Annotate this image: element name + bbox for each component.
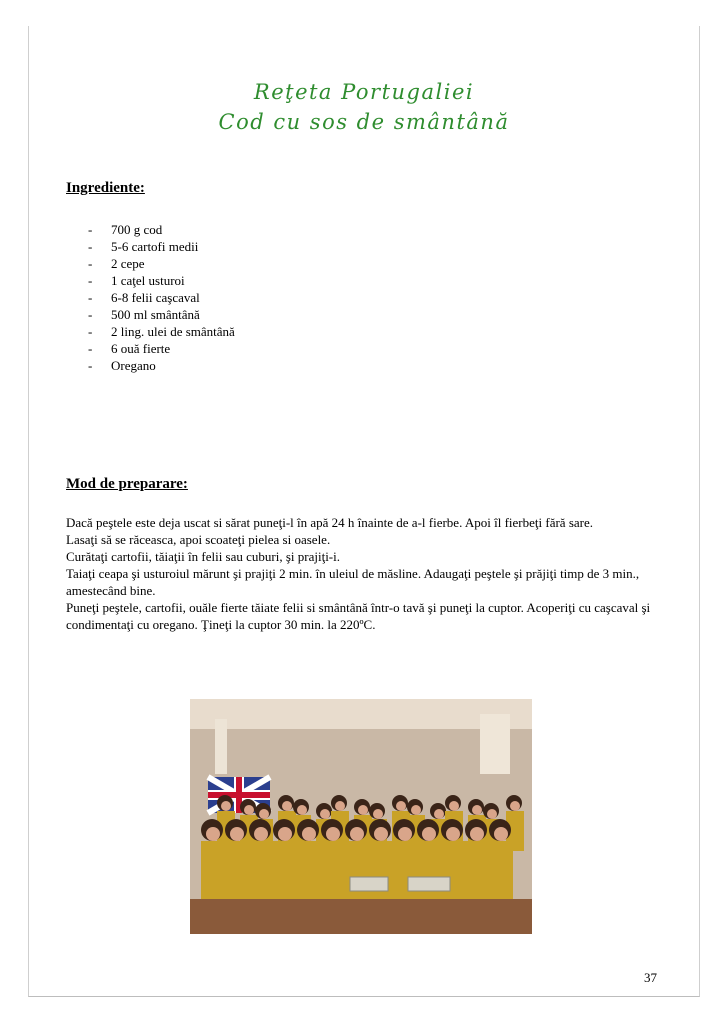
bullet-dash: - [88, 307, 93, 322]
ingredient-text: Oregano [111, 358, 156, 373]
bullet-dash: - [88, 256, 93, 271]
student-shirt [465, 841, 489, 903]
photo-window [480, 714, 510, 774]
student-face [449, 801, 459, 811]
student-face [374, 827, 388, 841]
list-item [88, 289, 235, 306]
recipe-country-title: Reţeta Portugaliei [253, 80, 475, 104]
student-face [282, 801, 292, 811]
student-face [206, 827, 220, 841]
photo-table [190, 899, 532, 934]
bullet-dash: - [88, 290, 93, 305]
student-face [396, 801, 406, 811]
ingredient-text: 1 caţel usturoi [111, 273, 185, 288]
student-shirt [489, 841, 513, 903]
bullet-dash: - [88, 222, 93, 237]
preparation-line: Dacă peştele este deja uscat si sărat puneţi-l în apă 24 h înainte de a-l fierbe. Apoi îl fierbeţi fără sare. [66, 515, 593, 530]
student-face [221, 801, 231, 811]
student-face [335, 801, 345, 811]
preparation-text [66, 514, 666, 633]
class-group-photo-icon [190, 699, 532, 934]
list-item [88, 272, 235, 289]
list-item [88, 323, 235, 340]
student-face [434, 809, 444, 819]
student-face [411, 805, 421, 815]
student-face [326, 827, 340, 841]
preparation-line: Taiaţi ceapa şi usturoiul mărunt şi prajiţi 2 min. în uleiul de măsline. Adaugaţi peştele şi prăjiţi timp de 3 min., amestecând bine. [66, 566, 640, 598]
student-shirt [225, 841, 249, 903]
photo-window [215, 719, 227, 774]
cod-tray [350, 877, 388, 891]
bullet-dash: - [88, 341, 93, 356]
ingredient-text: 6 ouă fierte [111, 341, 171, 356]
ingredient-text: 2 ling. ulei de smântână [111, 324, 235, 339]
list-item [88, 221, 235, 238]
bullet-dash: - [88, 324, 93, 339]
cod-tray [408, 877, 450, 891]
student-shirt [297, 841, 321, 903]
ingredient-text: 500 ml smântână [111, 307, 200, 322]
list-item [88, 306, 235, 323]
page-number: 37 [644, 970, 657, 985]
student-face [510, 801, 520, 811]
preparation-line: Puneţi peştele, cartofii, ouăle fierte tăiate felii si smântână într-o tavă şi puneţi la cuptor. Acoperiţi cu caşcaval şi condimentaţi cu oregano. Ţineţi la cuptor 30 min. la 220ºC. [66, 600, 651, 632]
student-face [398, 827, 412, 841]
ingredients-heading: Ingrediente: [66, 180, 145, 196]
student-shirt [369, 841, 393, 903]
student-face [494, 827, 508, 841]
student-shirt [393, 841, 417, 903]
ingredient-text: 5-6 cartofi medii [111, 239, 199, 254]
list-item [88, 238, 235, 255]
list-item [88, 357, 235, 374]
ingredients-list [88, 221, 235, 374]
student-shirt [249, 841, 273, 903]
student-face [470, 827, 484, 841]
student-face [373, 809, 383, 819]
student-face [472, 805, 482, 815]
student-face [259, 809, 269, 819]
ingredient-text: 700 g cod [111, 222, 163, 237]
student-face [446, 827, 460, 841]
student-face [278, 827, 292, 841]
preparation-line: Lasaţi să se răceasca, apoi scoateţi pielea si oasele. [66, 532, 331, 547]
student-face [487, 809, 497, 819]
student-face [350, 827, 364, 841]
student-shirt [441, 841, 465, 903]
student-face [254, 827, 268, 841]
student-face [297, 805, 307, 815]
recipe-dish-title: Cod cu sos de smântână [218, 110, 510, 134]
class-group-photo [190, 699, 532, 934]
student-shirt [345, 841, 369, 903]
preparation-line: Curătaţi cartofii, tăiaţii în felii sau cuburi, şi prajiţi-i. [66, 549, 341, 564]
student-shirt [417, 841, 441, 903]
student-shirt [273, 841, 297, 903]
bullet-dash: - [88, 358, 93, 373]
student-face [230, 827, 244, 841]
student-shirt [201, 841, 225, 903]
student-face [302, 827, 316, 841]
student-face [358, 805, 368, 815]
student-face [422, 827, 436, 841]
list-item [88, 340, 235, 357]
preparation-heading: Mod de preparare: [66, 476, 188, 492]
ingredient-text: 6-8 felii caşcaval [111, 290, 200, 305]
ingredient-text: 2 cepe [111, 256, 145, 271]
bullet-dash: - [88, 273, 93, 288]
student-shirt [321, 841, 345, 903]
student-face [244, 805, 254, 815]
student-face [320, 809, 330, 819]
bullet-dash: - [88, 239, 93, 254]
list-item [88, 255, 235, 272]
